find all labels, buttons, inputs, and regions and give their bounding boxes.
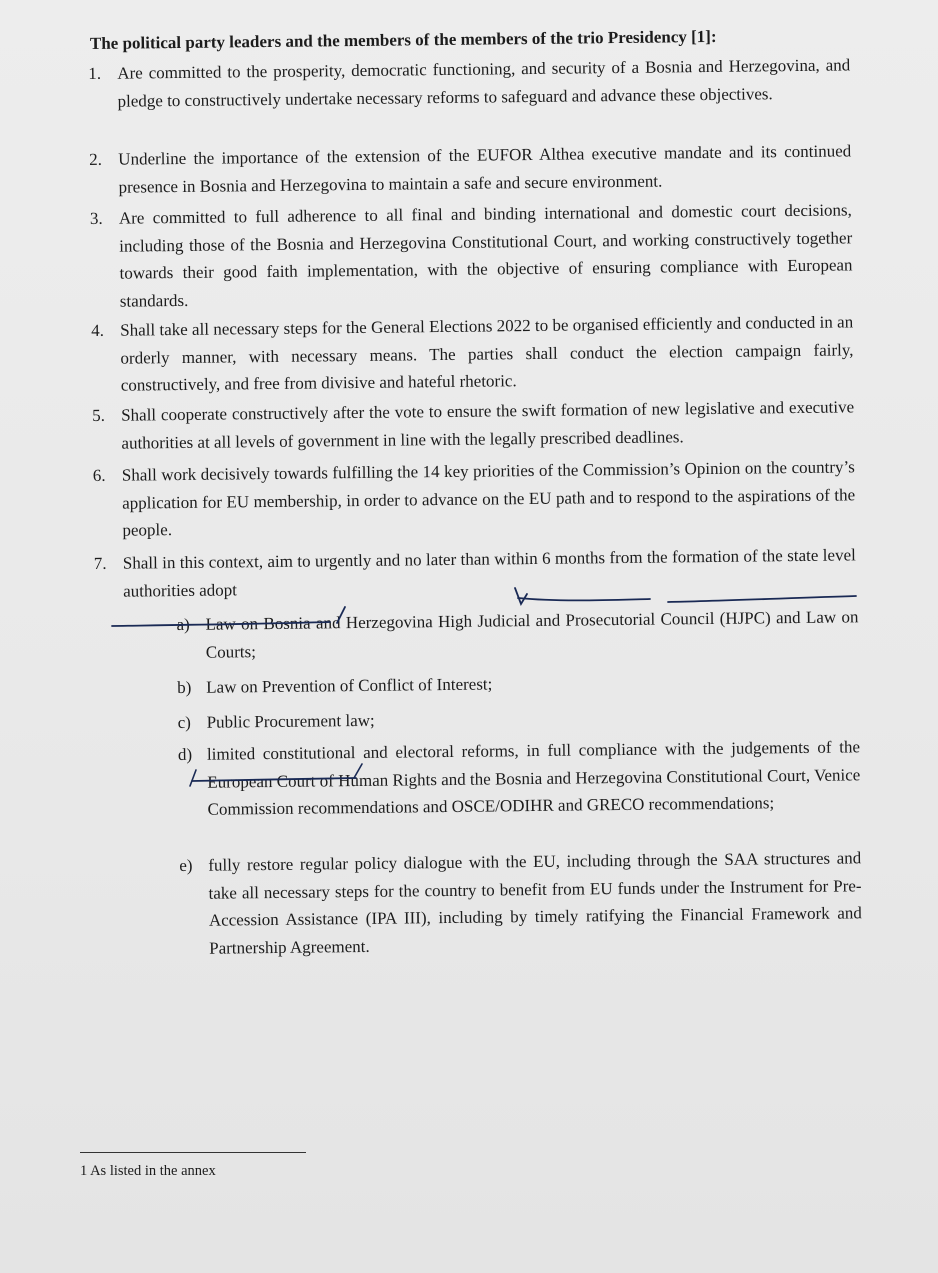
pen-underline-within xyxy=(518,598,650,600)
pen-underline-state-level xyxy=(112,622,330,626)
pen-slash-mark xyxy=(337,607,345,623)
item-number: 4. xyxy=(91,320,105,341)
sub-item-letter: e) xyxy=(179,855,193,876)
item-number: 3. xyxy=(89,208,103,229)
item-number: 2. xyxy=(89,149,103,170)
sub-item-text: Public Procurement law; xyxy=(206,710,375,732)
sub-item-letter: a) xyxy=(176,614,190,635)
sub-item-letter: c) xyxy=(177,712,191,733)
pen-insert-mark xyxy=(354,764,362,778)
item-text: Shall work decisively towards fulfilling the 14 key priorities of the Commission’s Opinion on the country’s application for EU membership, in order to advance on the EU path and to respond to the aspirations of the people. xyxy=(121,457,856,540)
item-text: Shall in this context, aim to urgently and no later than within 6 months from the formation of the state level authorities adopt xyxy=(122,545,856,601)
pen-tick-mark xyxy=(515,588,527,604)
pen-underline-formation xyxy=(668,596,856,602)
pen-underline-limited-constitutional xyxy=(192,778,356,781)
sub-item-letter: d) xyxy=(177,744,193,765)
item-number: 6. xyxy=(92,465,106,485)
item-text: Underline the importance of the extension of the EUFOR Althea executive mandate and its continued presence in Bosnia and Herzegovina to maintain a safe and secure environment. xyxy=(118,141,852,197)
sub-item-letter: b) xyxy=(177,677,192,698)
item-number: 7. xyxy=(93,553,107,573)
item-text: Are committed to the prosperity, democratic functioning, and security of a Bosnia and Herzegovina, and pledge to constructively undertake necessary reforms to safeguard and advance these objectives. xyxy=(117,55,851,111)
item-text: Shall cooperate constructively after the vote to ensure the swift formation of new legislative and executive authorities at all levels of government in line with the legally prescribed deadlines. xyxy=(121,397,855,453)
sub-item-text: Law on Prevention of Conflict of Interest; xyxy=(206,674,493,697)
pen-caret-mark xyxy=(190,770,196,786)
item-number: 1. xyxy=(88,63,102,84)
footnote-separator xyxy=(80,1152,306,1153)
item-text: Shall take all necessary steps for the General Elections 2022 to be organised efficiently and conducted in an orderly manner, with necessary means. The parties shall conduct the election campaign fairly, constructively, and free from divisive and hateful rhetoric. xyxy=(120,312,854,395)
sub-item-text: limited constitutional and electoral reforms, in full compliance with the judgements of the European Court of Human Rights and the Bosnia and Herzegovina Constitutional Court, Venice Commission recommendations and OSCE/ODIHR and GRECO recommendations; xyxy=(206,737,861,819)
document-heading: The political party leaders and the members of the members of the trio Presidency [1]: xyxy=(89,26,717,53)
item-text: Are committed to full adherence to all final and binding international and domestic court decisions, including those of the Bosnia and Herzegovina Constitutional Court, and working constructively together towards their good faith implementation, with the objective of ensuring compliance with European standards. xyxy=(118,200,853,311)
sub-item-text: fully restore regular policy dialogue with the EU, including through the SAA structures and take all necessary steps for the country to benefit from EU funds under the Instrument for Pre-Accession Assistance (IPA III), including by timely ratifying the Financial Framework and Partnership Agreement. xyxy=(208,848,862,958)
footnote: 1 As listed in the annex xyxy=(80,1163,216,1179)
item-number: 5. xyxy=(92,405,106,425)
sub-item-text: Law on Bosnia and Herzegovina High Judicial and Prosecutorial Council (HJPC) and Law on Courts; xyxy=(205,607,859,662)
